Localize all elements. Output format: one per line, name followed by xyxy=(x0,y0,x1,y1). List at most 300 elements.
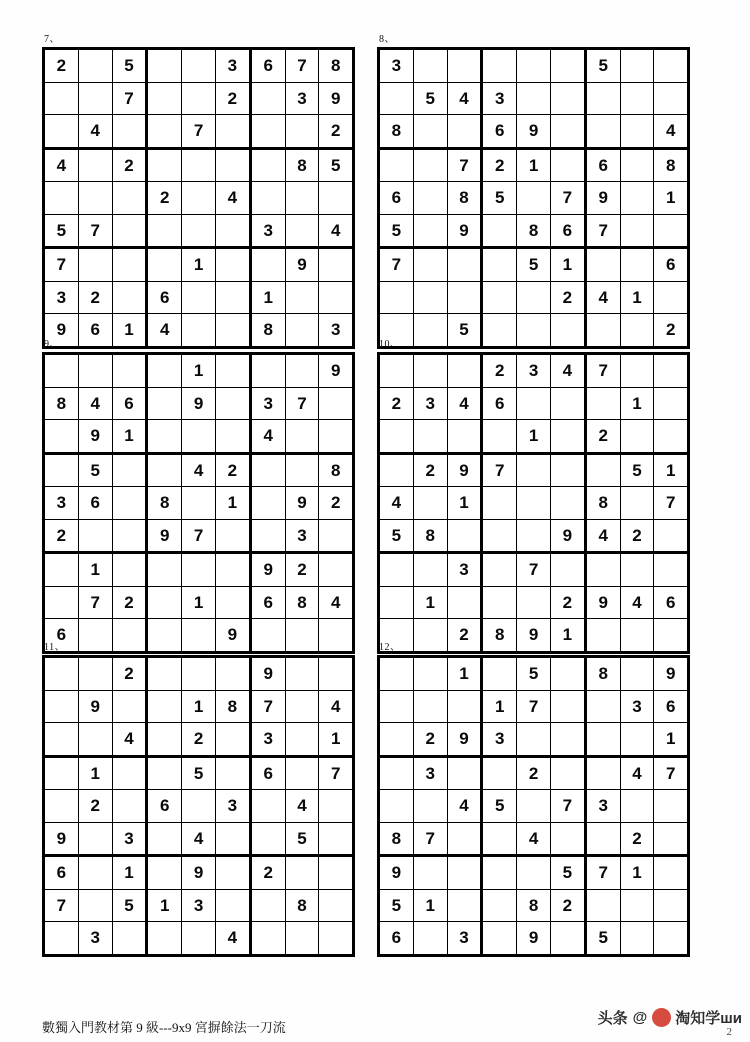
sudoku-cell[interactable] xyxy=(654,281,689,314)
sudoku-cell[interactable] xyxy=(620,281,654,314)
sudoku-cell[interactable] xyxy=(44,553,79,587)
sudoku-cell[interactable] xyxy=(182,115,216,149)
sudoku-cell[interactable] xyxy=(78,519,112,553)
sudoku-cell[interactable] xyxy=(78,487,112,520)
sudoku-cell[interactable] xyxy=(215,690,250,723)
sudoku-cell[interactable] xyxy=(250,690,285,723)
sudoku-cell[interactable] xyxy=(482,420,517,454)
sudoku-cell[interactable] xyxy=(112,690,147,723)
sudoku-cell[interactable] xyxy=(413,115,447,149)
sudoku-cell[interactable] xyxy=(413,248,447,282)
sudoku-cell[interactable] xyxy=(447,856,482,890)
sudoku-cell[interactable] xyxy=(447,657,482,691)
sudoku-cell[interactable] xyxy=(654,790,689,823)
sudoku-cell[interactable] xyxy=(44,49,79,83)
sudoku-cell[interactable] xyxy=(147,487,182,520)
sudoku-cell[interactable] xyxy=(379,822,414,856)
sudoku-cell[interactable] xyxy=(379,420,414,454)
sudoku-cell[interactable] xyxy=(620,420,654,454)
sudoku-cell[interactable] xyxy=(44,115,79,149)
sudoku-cell[interactable] xyxy=(447,889,482,922)
sudoku-cell[interactable] xyxy=(285,756,319,790)
sudoku-cell[interactable] xyxy=(147,182,182,215)
sudoku-cell[interactable] xyxy=(285,519,319,553)
sudoku-cell[interactable] xyxy=(447,487,482,520)
sudoku-cell[interactable] xyxy=(44,822,79,856)
sudoku-cell[interactable] xyxy=(550,248,585,282)
sudoku-cell[interactable] xyxy=(517,420,551,454)
sudoku-cell[interactable] xyxy=(112,487,147,520)
sudoku-cell[interactable] xyxy=(112,115,147,149)
sudoku-cell[interactable] xyxy=(379,148,414,182)
sudoku-cell[interactable] xyxy=(413,723,447,757)
sudoku-cell[interactable] xyxy=(413,790,447,823)
sudoku-cell[interactable] xyxy=(654,922,689,956)
sudoku-cell[interactable] xyxy=(319,922,354,956)
sudoku-cell[interactable] xyxy=(112,856,147,890)
sudoku-cell[interactable] xyxy=(319,420,354,454)
sudoku-cell[interactable] xyxy=(447,148,482,182)
sudoku-cell[interactable] xyxy=(517,519,551,553)
sudoku-cell[interactable] xyxy=(517,182,551,215)
sudoku-cell[interactable] xyxy=(182,553,216,587)
sudoku-cell[interactable] xyxy=(147,248,182,282)
sudoku-cell[interactable] xyxy=(654,756,689,790)
sudoku-cell[interactable] xyxy=(112,723,147,757)
sudoku-cell[interactable] xyxy=(585,487,620,520)
sudoku-cell[interactable] xyxy=(413,756,447,790)
sudoku-cell[interactable] xyxy=(654,115,689,149)
sudoku-cell[interactable] xyxy=(413,354,447,388)
sudoku-cell[interactable] xyxy=(517,553,551,587)
sudoku-cell[interactable] xyxy=(112,922,147,956)
sudoku-cell[interactable] xyxy=(78,922,112,956)
sudoku-cell[interactable] xyxy=(215,281,250,314)
sudoku-cell[interactable] xyxy=(250,856,285,890)
sudoku-cell[interactable] xyxy=(620,586,654,619)
sudoku-cell[interactable] xyxy=(250,387,285,420)
sudoku-cell[interactable] xyxy=(250,723,285,757)
sudoku-cell[interactable] xyxy=(319,182,354,215)
sudoku-cell[interactable] xyxy=(482,790,517,823)
sudoku-cell[interactable] xyxy=(250,281,285,314)
sudoku-cell[interactable] xyxy=(550,182,585,215)
sudoku-cell[interactable] xyxy=(482,49,517,83)
sudoku-cell[interactable] xyxy=(182,889,216,922)
sudoku-cell[interactable] xyxy=(319,453,354,487)
sudoku-cell[interactable] xyxy=(250,553,285,587)
sudoku-cell[interactable] xyxy=(413,281,447,314)
sudoku-cell[interactable] xyxy=(447,822,482,856)
sudoku-cell[interactable] xyxy=(585,586,620,619)
sudoku-cell[interactable] xyxy=(517,586,551,619)
sudoku-cell[interactable] xyxy=(620,723,654,757)
sudoku-cell[interactable] xyxy=(379,586,414,619)
sudoku-cell[interactable] xyxy=(78,148,112,182)
sudoku-cell[interactable] xyxy=(112,248,147,282)
sudoku-cell[interactable] xyxy=(182,281,216,314)
sudoku-cell[interactable] xyxy=(147,519,182,553)
sudoku-cell[interactable] xyxy=(215,115,250,149)
sudoku-cell[interactable] xyxy=(379,657,414,691)
sudoku-cell[interactable] xyxy=(585,889,620,922)
sudoku-cell[interactable] xyxy=(78,354,112,388)
sudoku-cell[interactable] xyxy=(215,214,250,248)
sudoku-cell[interactable] xyxy=(112,354,147,388)
sudoku-cell[interactable] xyxy=(44,281,79,314)
sudoku-cell[interactable] xyxy=(112,453,147,487)
sudoku-cell[interactable] xyxy=(182,354,216,388)
sudoku-cell[interactable] xyxy=(447,553,482,587)
sudoku-cell[interactable] xyxy=(517,889,551,922)
sudoku-cell[interactable] xyxy=(447,387,482,420)
sudoku-cell[interactable] xyxy=(285,586,319,619)
sudoku-cell[interactable] xyxy=(250,214,285,248)
sudoku-cell[interactable] xyxy=(44,82,79,115)
sudoku-cell[interactable] xyxy=(319,115,354,149)
sudoku-cell[interactable] xyxy=(585,822,620,856)
sudoku-cell[interactable] xyxy=(585,115,620,149)
sudoku-cell[interactable] xyxy=(44,387,79,420)
sudoku-cell[interactable] xyxy=(147,354,182,388)
sudoku-cell[interactable] xyxy=(517,49,551,83)
sudoku-cell[interactable] xyxy=(112,889,147,922)
sudoku-cell[interactable] xyxy=(44,856,79,890)
sudoku-cell[interactable] xyxy=(585,790,620,823)
sudoku-cell[interactable] xyxy=(250,790,285,823)
sudoku-cell[interactable] xyxy=(250,889,285,922)
sudoku-cell[interactable] xyxy=(620,690,654,723)
sudoku-cell[interactable] xyxy=(250,420,285,454)
sudoku-cell[interactable] xyxy=(517,453,551,487)
sudoku-cell[interactable] xyxy=(482,553,517,587)
sudoku-cell[interactable] xyxy=(215,148,250,182)
sudoku-cell[interactable] xyxy=(413,148,447,182)
sudoku-cell[interactable] xyxy=(517,214,551,248)
sudoku-cell[interactable] xyxy=(550,214,585,248)
sudoku-cell[interactable] xyxy=(285,553,319,587)
sudoku-cell[interactable] xyxy=(620,453,654,487)
sudoku-cell[interactable] xyxy=(482,182,517,215)
sudoku-cell[interactable] xyxy=(319,248,354,282)
sudoku-cell[interactable] xyxy=(215,756,250,790)
sudoku-cell[interactable] xyxy=(585,214,620,248)
sudoku-cell[interactable] xyxy=(250,115,285,149)
sudoku-cell[interactable] xyxy=(447,690,482,723)
sudoku-cell[interactable] xyxy=(250,248,285,282)
sudoku-cell[interactable] xyxy=(654,519,689,553)
sudoku-cell[interactable] xyxy=(319,148,354,182)
sudoku-cell[interactable] xyxy=(319,723,354,757)
sudoku-cell[interactable] xyxy=(550,354,585,388)
sudoku-cell[interactable] xyxy=(447,420,482,454)
sudoku-cell[interactable] xyxy=(620,182,654,215)
sudoku-cell[interactable] xyxy=(147,856,182,890)
sudoku-cell[interactable] xyxy=(379,387,414,420)
sudoku-cell[interactable] xyxy=(215,354,250,388)
sudoku-cell[interactable] xyxy=(482,889,517,922)
sudoku-cell[interactable] xyxy=(585,148,620,182)
sudoku-cell[interactable] xyxy=(112,214,147,248)
sudoku-cell[interactable] xyxy=(44,453,79,487)
sudoku-cell[interactable] xyxy=(147,889,182,922)
sudoku-cell[interactable] xyxy=(147,420,182,454)
sudoku-cell[interactable] xyxy=(447,248,482,282)
sudoku-cell[interactable] xyxy=(112,148,147,182)
sudoku-cell[interactable] xyxy=(447,115,482,149)
sudoku-cell[interactable] xyxy=(517,148,551,182)
sudoku-cell[interactable] xyxy=(517,487,551,520)
sudoku-cell[interactable] xyxy=(182,690,216,723)
sudoku-cell[interactable] xyxy=(585,856,620,890)
sudoku-cell[interactable] xyxy=(44,657,79,691)
sudoku-cell[interactable] xyxy=(182,214,216,248)
sudoku-cell[interactable] xyxy=(585,182,620,215)
sudoku-cell[interactable] xyxy=(78,889,112,922)
sudoku-cell[interactable] xyxy=(112,822,147,856)
sudoku-cell[interactable] xyxy=(44,182,79,215)
sudoku-cell[interactable] xyxy=(585,723,620,757)
sudoku-cell[interactable] xyxy=(250,49,285,83)
sudoku-cell[interactable] xyxy=(413,214,447,248)
sudoku-cell[interactable] xyxy=(78,281,112,314)
sudoku-cell[interactable] xyxy=(654,657,689,691)
sudoku-cell[interactable] xyxy=(147,756,182,790)
sudoku-cell[interactable] xyxy=(182,856,216,890)
sudoku-cell[interactable] xyxy=(182,790,216,823)
sudoku-cell[interactable] xyxy=(44,723,79,757)
sudoku-cell[interactable] xyxy=(182,82,216,115)
sudoku-cell[interactable] xyxy=(550,115,585,149)
sudoku-cell[interactable] xyxy=(413,690,447,723)
sudoku-cell[interactable] xyxy=(620,387,654,420)
sudoku-cell[interactable] xyxy=(482,214,517,248)
sudoku-cell[interactable] xyxy=(517,790,551,823)
sudoku-cell[interactable] xyxy=(654,49,689,83)
sudoku-cell[interactable] xyxy=(517,82,551,115)
sudoku-cell[interactable] xyxy=(147,553,182,587)
sudoku-cell[interactable] xyxy=(319,553,354,587)
sudoku-cell[interactable] xyxy=(482,756,517,790)
sudoku-cell[interactable] xyxy=(215,453,250,487)
sudoku-cell[interactable] xyxy=(517,822,551,856)
sudoku-cell[interactable] xyxy=(319,690,354,723)
sudoku-cell[interactable] xyxy=(654,690,689,723)
sudoku-cell[interactable] xyxy=(550,856,585,890)
sudoku-cell[interactable] xyxy=(482,487,517,520)
sudoku-cell[interactable] xyxy=(285,354,319,388)
sudoku-cell[interactable] xyxy=(182,453,216,487)
sudoku-cell[interactable] xyxy=(447,182,482,215)
sudoku-cell[interactable] xyxy=(620,790,654,823)
sudoku-cell[interactable] xyxy=(550,922,585,956)
sudoku-cell[interactable] xyxy=(413,82,447,115)
sudoku-cell[interactable] xyxy=(215,856,250,890)
sudoku-cell[interactable] xyxy=(78,553,112,587)
sudoku-cell[interactable] xyxy=(585,420,620,454)
sudoku-cell[interactable] xyxy=(147,723,182,757)
sudoku-cell[interactable] xyxy=(517,387,551,420)
sudoku-cell[interactable] xyxy=(147,387,182,420)
sudoku-cell[interactable] xyxy=(319,790,354,823)
sudoku-cell[interactable] xyxy=(44,756,79,790)
sudoku-cell[interactable] xyxy=(182,182,216,215)
sudoku-cell[interactable] xyxy=(182,248,216,282)
sudoku-cell[interactable] xyxy=(379,182,414,215)
sudoku-cell[interactable] xyxy=(585,690,620,723)
sudoku-cell[interactable] xyxy=(147,82,182,115)
sudoku-cell[interactable] xyxy=(482,354,517,388)
sudoku-cell[interactable] xyxy=(285,49,319,83)
sudoku-cell[interactable] xyxy=(654,586,689,619)
sudoku-cell[interactable] xyxy=(482,723,517,757)
sudoku-cell[interactable] xyxy=(319,281,354,314)
sudoku-cell[interactable] xyxy=(285,690,319,723)
sudoku-cell[interactable] xyxy=(517,115,551,149)
sudoku-cell[interactable] xyxy=(78,723,112,757)
sudoku-cell[interactable] xyxy=(285,115,319,149)
sudoku-cell[interactable] xyxy=(620,856,654,890)
sudoku-cell[interactable] xyxy=(215,586,250,619)
sudoku-cell[interactable] xyxy=(482,82,517,115)
sudoku-cell[interactable] xyxy=(447,922,482,956)
sudoku-cell[interactable] xyxy=(482,248,517,282)
sudoku-cell[interactable] xyxy=(78,420,112,454)
sudoku-cell[interactable] xyxy=(379,790,414,823)
sudoku-cell[interactable] xyxy=(654,553,689,587)
sudoku-cell[interactable] xyxy=(585,354,620,388)
sudoku-cell[interactable] xyxy=(285,723,319,757)
sudoku-cell[interactable] xyxy=(215,657,250,691)
sudoku-cell[interactable] xyxy=(319,756,354,790)
sudoku-cell[interactable] xyxy=(379,756,414,790)
sudoku-cell[interactable] xyxy=(517,281,551,314)
sudoku-cell[interactable] xyxy=(379,49,414,83)
sudoku-cell[interactable] xyxy=(147,453,182,487)
sudoku-cell[interactable] xyxy=(78,856,112,890)
sudoku-cell[interactable] xyxy=(285,182,319,215)
sudoku-cell[interactable] xyxy=(517,690,551,723)
sudoku-cell[interactable] xyxy=(585,281,620,314)
sudoku-cell[interactable] xyxy=(78,214,112,248)
sudoku-cell[interactable] xyxy=(250,586,285,619)
sudoku-cell[interactable] xyxy=(215,49,250,83)
sudoku-cell[interactable] xyxy=(182,387,216,420)
sudoku-cell[interactable] xyxy=(620,487,654,520)
sudoku-cell[interactable] xyxy=(654,453,689,487)
sudoku-cell[interactable] xyxy=(78,49,112,83)
sudoku-cell[interactable] xyxy=(250,453,285,487)
sudoku-cell[interactable] xyxy=(285,453,319,487)
sudoku-cell[interactable] xyxy=(44,148,79,182)
sudoku-cell[interactable] xyxy=(319,487,354,520)
sudoku-cell[interactable] xyxy=(44,214,79,248)
sudoku-cell[interactable] xyxy=(285,822,319,856)
sudoku-cell[interactable] xyxy=(482,387,517,420)
sudoku-cell[interactable] xyxy=(44,519,79,553)
sudoku-cell[interactable] xyxy=(550,690,585,723)
sudoku-cell[interactable] xyxy=(413,856,447,890)
sudoku-cell[interactable] xyxy=(620,115,654,149)
sudoku-cell[interactable] xyxy=(517,354,551,388)
sudoku-cell[interactable] xyxy=(112,82,147,115)
sudoku-cell[interactable] xyxy=(78,822,112,856)
sudoku-cell[interactable] xyxy=(447,586,482,619)
sudoku-cell[interactable] xyxy=(413,453,447,487)
sudoku-cell[interactable] xyxy=(585,756,620,790)
sudoku-cell[interactable] xyxy=(44,690,79,723)
sudoku-cell[interactable] xyxy=(413,387,447,420)
sudoku-cell[interactable] xyxy=(585,248,620,282)
sudoku-cell[interactable] xyxy=(620,756,654,790)
sudoku-cell[interactable] xyxy=(44,790,79,823)
sudoku-cell[interactable] xyxy=(550,487,585,520)
sudoku-cell[interactable] xyxy=(44,889,79,922)
sudoku-cell[interactable] xyxy=(215,822,250,856)
sudoku-cell[interactable] xyxy=(44,487,79,520)
sudoku-cell[interactable] xyxy=(78,657,112,691)
sudoku-cell[interactable] xyxy=(215,519,250,553)
sudoku-cell[interactable] xyxy=(215,420,250,454)
sudoku-cell[interactable] xyxy=(482,657,517,691)
sudoku-cell[interactable] xyxy=(250,182,285,215)
sudoku-cell[interactable] xyxy=(654,387,689,420)
sudoku-cell[interactable] xyxy=(285,657,319,691)
sudoku-cell[interactable] xyxy=(285,487,319,520)
sudoku-cell[interactable] xyxy=(250,354,285,388)
sudoku-cell[interactable] xyxy=(379,553,414,587)
sudoku-cell[interactable] xyxy=(654,856,689,890)
sudoku-cell[interactable] xyxy=(482,281,517,314)
sudoku-cell[interactable] xyxy=(620,214,654,248)
sudoku-cell[interactable] xyxy=(413,49,447,83)
sudoku-cell[interactable] xyxy=(78,586,112,619)
sudoku-cell[interactable] xyxy=(285,922,319,956)
sudoku-cell[interactable] xyxy=(447,756,482,790)
sudoku-cell[interactable] xyxy=(550,420,585,454)
sudoku-cell[interactable] xyxy=(585,922,620,956)
sudoku-cell[interactable] xyxy=(620,82,654,115)
sudoku-cell[interactable] xyxy=(585,453,620,487)
sudoku-cell[interactable] xyxy=(78,453,112,487)
sudoku-cell[interactable] xyxy=(654,889,689,922)
sudoku-cell[interactable] xyxy=(215,553,250,587)
sudoku-cell[interactable] xyxy=(620,354,654,388)
sudoku-cell[interactable] xyxy=(654,822,689,856)
sudoku-cell[interactable] xyxy=(147,657,182,691)
sudoku-cell[interactable] xyxy=(319,49,354,83)
sudoku-cell[interactable] xyxy=(654,148,689,182)
sudoku-cell[interactable] xyxy=(285,790,319,823)
sudoku-cell[interactable] xyxy=(447,49,482,83)
sudoku-cell[interactable] xyxy=(482,453,517,487)
sudoku-cell[interactable] xyxy=(379,922,414,956)
sudoku-cell[interactable] xyxy=(379,690,414,723)
sudoku-cell[interactable] xyxy=(44,586,79,619)
sudoku-cell[interactable] xyxy=(78,182,112,215)
sudoku-cell[interactable] xyxy=(182,756,216,790)
sudoku-cell[interactable] xyxy=(517,922,551,956)
sudoku-cell[interactable] xyxy=(78,248,112,282)
sudoku-cell[interactable] xyxy=(550,657,585,691)
sudoku-cell[interactable] xyxy=(517,657,551,691)
sudoku-cell[interactable] xyxy=(285,889,319,922)
sudoku-cell[interactable] xyxy=(147,115,182,149)
sudoku-cell[interactable] xyxy=(112,790,147,823)
sudoku-cell[interactable] xyxy=(585,82,620,115)
sudoku-cell[interactable] xyxy=(482,690,517,723)
sudoku-cell[interactable] xyxy=(517,723,551,757)
